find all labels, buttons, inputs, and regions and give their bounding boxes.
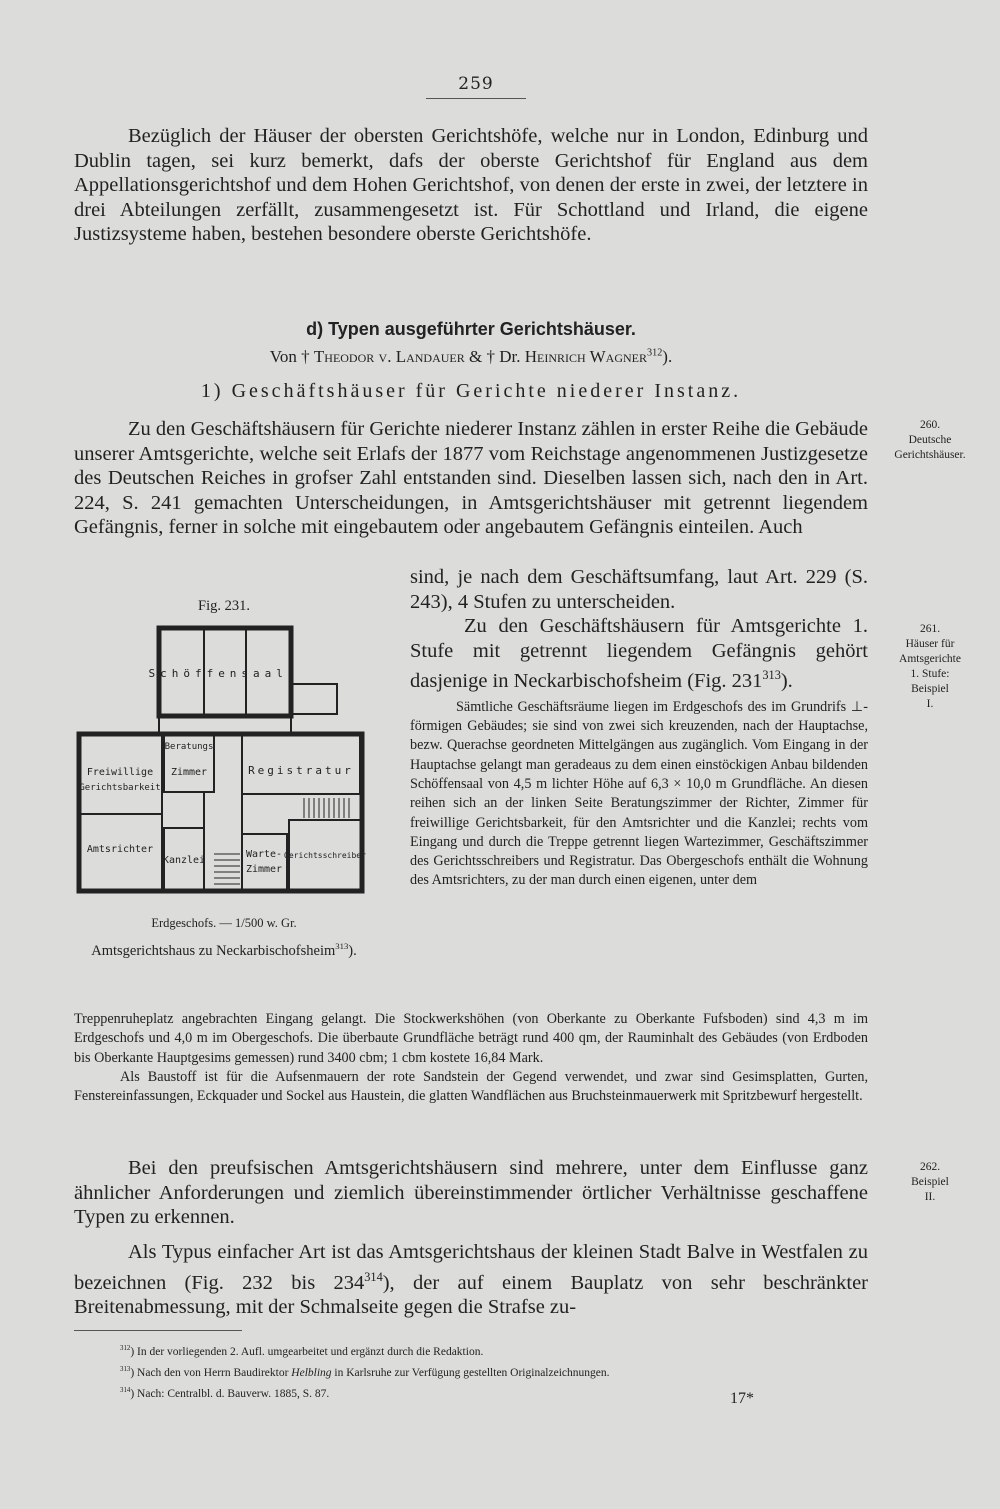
room-label: Zimmer — [245, 864, 283, 875]
room-label: Amtsrichter — [86, 844, 154, 855]
footnote-italic: Helbling — [291, 1366, 332, 1379]
floor-plan-drawing — [74, 622, 374, 907]
authors-footnote-ref: 312 — [647, 347, 663, 359]
authors-prefix: Von † — [269, 347, 314, 366]
paragraph-baustoff: Als Baustoff ist für die Aufsenmauern der rote Sandstein der Gegend verwendet, und zwar sind Gesimsplatten, Gurten, Fenstereinfassungen, Eckquader und Sockel aus Haustein, die glatten Wandflächen aus Bruchsteinmauerwerk mit Spritzbewurf hergestellt. — [74, 1068, 868, 1105]
footnote — [120, 1340, 880, 1361]
figure-caption-title: Amtsgerichtshaus zu Neckarbischofsheim — [91, 942, 336, 959]
margin-note-262 — [870, 1160, 990, 1205]
figure-caption — [74, 912, 374, 963]
paragraph-261-lead — [410, 614, 868, 694]
figure-title: Fig. 231. — [198, 598, 250, 614]
footnotes — [120, 1340, 880, 1402]
authors-mid: & † Dr. — [464, 347, 525, 366]
footnote — [120, 1382, 880, 1403]
margin-note-line: Beispiel — [911, 1176, 949, 1188]
paragraph-261-continued — [74, 1010, 868, 1106]
margin-note-line: Häuser für — [905, 638, 955, 650]
paragraph-intro-text: Bezüglich der Häuser der obersten Gerichtshöfe, welche nur in London, Edinburg und Dublin tagen, sei kurz bemerkt, dafs der oberste Gerichtshof für England aus dem Appellationsgerichtshof und dem Hohen Gerichtshof, von denen der erste in zwei, der letztere in drei Abteilungen zerfällt, zusammengesetzt ist. Für Schottland und Irland, die eigene Justizsysteme haben, bestehen besondere oberste Gerichtshöfe. — [74, 125, 868, 246]
right-column-large — [410, 565, 868, 694]
paragraph-261-lead-end: ). — [780, 670, 793, 693]
footnote-text: ) Nach: Centralbl. d. Bauverw. 1885, S. 87. — [130, 1387, 330, 1400]
footnote-number: 312 — [120, 1345, 131, 1352]
margin-note-line: 260. — [919, 419, 941, 431]
figure-caption-end: ). — [348, 942, 357, 959]
margin-note-line: II. — [924, 1191, 936, 1203]
author-wagner: Heinrich Wagner — [524, 347, 647, 366]
footnote — [120, 1361, 880, 1382]
footnote-text: in Karlsruhe zur Verfügung gestellten Originalzeichnungen. — [331, 1366, 610, 1379]
footnote-text: ) In der vorliegenden 2. Aufl. umgearbeitet und ergänzt durch die Redaktion. — [130, 1345, 484, 1358]
room-label: Beratungs — [164, 742, 214, 752]
paragraph-balve-text — [74, 1240, 868, 1320]
authors-line — [74, 347, 868, 367]
paragraph-balve-footnote-ref: 314 — [364, 1269, 383, 1284]
margin-note-line: Beispiel — [911, 683, 949, 695]
margin-note-line: Amtsgerichte — [899, 653, 961, 665]
footnote-number: 313 — [120, 1365, 131, 1373]
room-label: Schöffensaal. — [148, 667, 300, 680]
footnote-number: 314 — [120, 1386, 131, 1394]
margin-note-260 — [870, 418, 990, 463]
room-label: Kanzlei — [162, 855, 206, 866]
margin-note-line: 261. — [919, 623, 941, 635]
section-heading: d) Typen ausgeführter Gerichtshäuser. — [306, 319, 636, 339]
room-label: Zimmer — [170, 767, 208, 778]
margin-note-line: Gerichtshäuser. — [894, 449, 966, 461]
paragraph-260 — [74, 417, 868, 540]
floor-plan-figure — [74, 622, 374, 907]
paragraph-262-text: Bei den preufsischen Amtsgerichtshäusern sind mehrere, unter dem Einflusse ganz ähnlicher Anforderungen und ziemlich übereinstimmender örtlicher Verhältnisse geschaffene Typen zu erkennen. — [74, 1157, 868, 1229]
margin-note-line: Deutsche — [908, 434, 952, 446]
margin-note-line: I. — [926, 698, 934, 710]
room-label: Freiwillige — [86, 767, 154, 778]
paragraph-261-footnote-ref: 313 — [762, 668, 781, 683]
paragraph-260-continued: sind, je nach dem Geschäftsumfang, laut Art. 229 (S. 243), 4 Stufen zu unterscheiden. — [410, 566, 868, 613]
paragraph-balve-end: ), der auf einem Bauplatz von sehr beschränkter Breitenabmessung, mit der Schmalseite gegen die Strafse zu- — [74, 1271, 868, 1319]
right-column — [410, 565, 868, 891]
paragraph-261-continued-text: Treppenruheplatz angebrachten Eingang gelangt. Die Stockwerkshöhen (von Oberkante zu Oberkante Fufsboden) sind 4,3 m im Erdgeschofs und 4,0 m im Obergeschofs. Die überbaute Grundfläche beträgt rund 400 qm, der Rauminhalt des Gebäudes (von Erdboden bis Oberkante Hauptgesims gemessen) rund 3400 cbm; 1 cbm kostete 16,84 Mark. — [74, 1011, 868, 1066]
paragraph-261-lead-text: Zu den Geschäftshäusern für Amtsgerichte 1. Stufe mit getrennt liegendem Gefängnis gehört dasjenige in Neckarbischofsheim (Fig. 231 — [410, 615, 868, 693]
room-label: Gerichtsschreiber — [284, 851, 366, 860]
margin-note-line: 262. — [919, 1161, 941, 1173]
signature-mark: 17* — [730, 1390, 754, 1407]
author-landauer: Theodor v. Landauer — [313, 347, 465, 366]
footnote-text: ) Nach den von Herrn Baudirektor — [130, 1366, 292, 1379]
figure-caption-scale: Erdgeschofs. — 1/500 w. Gr. — [151, 916, 297, 930]
authors-suffix: ). — [662, 347, 673, 366]
room-label: Warte- — [245, 849, 283, 860]
paragraph-260-text: Zu den Geschäftshäusern für Gerichte niederer Instanz zählen in erster Reihe die Gebäude unserer Amtsgerichte, welche seit Erlafs der 1877 vom Reichstage angenommenen Justizgesetze des Deutschen Reiches in grofser Zahl entstanden sind. Dieselben lassen sich, nach den in Art. 224, S. 241 gemachten Unterscheidungen, in Amtsgerichtshäuser mit getrennt liegendem Gefängnis, ferner in solche mit eingebautem oder angebautem Gefängnis einteilen. Auch — [74, 418, 868, 539]
room-label: Registratur — [248, 764, 354, 777]
figure-caption-footnote-ref: 313 — [335, 941, 349, 951]
margin-note-line: 1. Stufe: — [910, 668, 950, 680]
paragraph-intro — [74, 124, 868, 247]
paragraph-261-small-text: Sämtliche Geschäftsräume liegen im Erdgeschofs des im Grundrifs ⊥-förmigen Gebäudes; sie sind von zwei sich kreuzenden, nach der Hauptachse, bezw. Querachse geordneten Mittelgängen aus zugänglich. Vom Eingang in der Hauptachse gelangt man geradeaus zu dem einen einstöckigen Anbau bildenden Schöffensaal von 4,5 m lichter Höhe auf 6,3 × 10,0 m Grundfläche. An diesen reihen sich an der linken Seite Beratungszimmer der Richter, Zimmer für freiwillige Gerichtsbarkeit, für den Amtsrichter und die Kanzlei; rechts vom Eingang und durch die Treppe getrennt liegen Wartezimmer, Geschäftszimmer des Gerichtsschreibers und Registratur. Das Obergeschofs enthält die Wohnung des Amtsrichters, zu der man durch einen eigenen, unter dem — [410, 698, 868, 889]
subsection-heading: 1) Geschäftshäuser für Gerichte niederer Instanz. — [200, 380, 742, 402]
right-column-small — [410, 698, 868, 891]
paragraph-262 — [74, 1156, 868, 1230]
footnote-rule — [74, 1330, 242, 1331]
paragraph-balve — [74, 1240, 868, 1320]
paragraph-balve-lead: Als Typus einfacher Art ist das Amtsgerichtshaus der kleinen Stadt Balve in Westfalen zu bezeichnen (Fig. 232 bis 234 — [74, 1241, 868, 1294]
margin-note-261 — [870, 622, 990, 712]
room-label: Gerichtsbarkeit — [79, 783, 161, 793]
page-number: 259 — [426, 74, 526, 99]
